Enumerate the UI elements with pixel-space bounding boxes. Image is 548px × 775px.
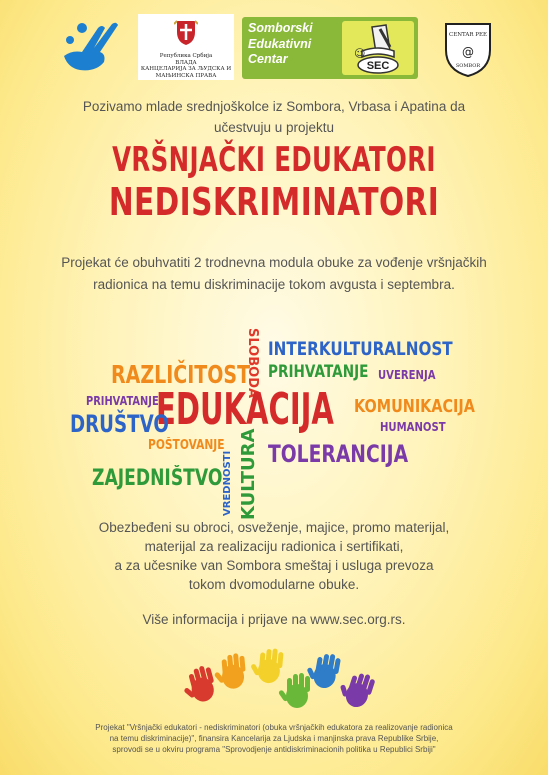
word-humanost: HUMANOST	[380, 420, 446, 434]
footnote-line-2: na temu diskriminacije)", finansira Kancelarija za Ljudska i manjinska prava Republike Srbije,	[109, 734, 439, 743]
word-zajednistvo: ZAJEDNIŠTVO	[92, 466, 223, 491]
at-sign-icon: @	[462, 45, 474, 59]
sec-logo-line-1: Somborski	[248, 21, 313, 35]
benefits-line-1: Obezbeđeni su obroci, osveženje, majice, promo materijal,	[98, 520, 450, 535]
sign-language-hand-logo	[58, 16, 120, 72]
word-prihvatanje-small: PRIHVATANJE	[86, 394, 159, 408]
word-sloboda: SLOBODA	[245, 328, 260, 399]
word-vrednosti: VREDNOSTI	[222, 450, 233, 516]
svg-text:☺: ☺	[354, 47, 366, 60]
word-prihvatanje-large: PRIHVATANJE	[268, 362, 369, 382]
word-edukacija: EDUKACIJA	[156, 384, 334, 435]
hand-print-3	[249, 647, 284, 685]
word-drustvo: DRUŠTVO	[70, 410, 169, 438]
intro-text: Pozivamo mlade srednjoškolce iz Sombora, Vrbasa i Apatina da učestvuju u projektu	[82, 99, 466, 135]
sec-badge	[342, 21, 414, 75]
gov-line-3: КАНЦЕЛАРИЈА ЗА ЉУДСКА И	[140, 66, 232, 72]
sec-logo-text	[248, 21, 313, 68]
title-line-1: VRŠNJAČKI EDUKATORI	[112, 140, 436, 180]
benefits-text	[40, 518, 508, 594]
centar-pee-logo	[442, 20, 494, 78]
sec-badge-label: SEC	[366, 60, 390, 72]
info-text: Više informacija i prijave na www.sec.org.rs.	[142, 612, 406, 627]
pee-bottom-label: SOMBOR	[455, 63, 481, 69]
gov-line-4: МАЊИНСКА ПРАВА	[155, 72, 217, 79]
colored-hands-image	[165, 640, 395, 710]
hand-print-2	[212, 653, 247, 691]
word-postovanje: POŠTOVANJE	[148, 438, 225, 453]
word-tolerancija: TOLERANCIJA	[268, 440, 409, 468]
gov-line-2: ВЛАДА	[175, 59, 197, 66]
benefits-line-3: a za učesnike van Sombora smeštaj i usluga prevoza	[114, 558, 434, 573]
coat-of-arms-icon	[174, 18, 198, 46]
word-uverenja: UVERENJA	[378, 368, 436, 382]
title-line-2: NEDISKRIMINATORI	[108, 180, 440, 224]
word-interkulturalnost: INTERKULTURALNOST	[268, 338, 453, 360]
pee-top-label: CENTAR PEE	[449, 32, 487, 38]
benefits-line-4: tokom dvomodularne obuke.	[188, 577, 360, 592]
word-komunikacija: KOMUNIKACIJA	[354, 396, 475, 417]
book-pencil-icon	[342, 21, 414, 75]
government-office-logo	[138, 14, 234, 80]
footnote-line-1: Projekat "Vršnjački edukatori - nediskriminatori (obuka vršnjačkih edukatora za realizovanje radionica	[95, 723, 453, 732]
sec-logo	[242, 17, 418, 79]
hand-print-6	[335, 667, 376, 710]
hand-print-4	[278, 673, 310, 708]
benefits-line-2: materijal za realizaciju radionica i sertifikati,	[144, 539, 404, 554]
word-razlicitost: RAZLIČITOST	[111, 360, 251, 389]
word-kultura: KULTURA	[238, 428, 259, 520]
project-description: Projekat će obuhvatiti 2 trodnevna modula obuke za vođenje vršnjačkih radionica na temu diskriminacije tokom avgusta i septembra.	[61, 255, 487, 292]
hand-print-1	[178, 664, 218, 706]
footnote-line-3: sprovodi se u okviru programa "Sprovodjenje antidiskriminacionih politika u Republici Srbiji"	[112, 745, 436, 754]
sec-logo-line-3: Centar	[248, 52, 288, 66]
logo-bar	[0, 8, 548, 78]
gov-line-1: Република Србија	[159, 53, 213, 59]
sec-logo-line-2: Edukativni	[248, 36, 312, 51]
word-cloud	[0, 322, 548, 520]
footnote	[20, 722, 528, 755]
